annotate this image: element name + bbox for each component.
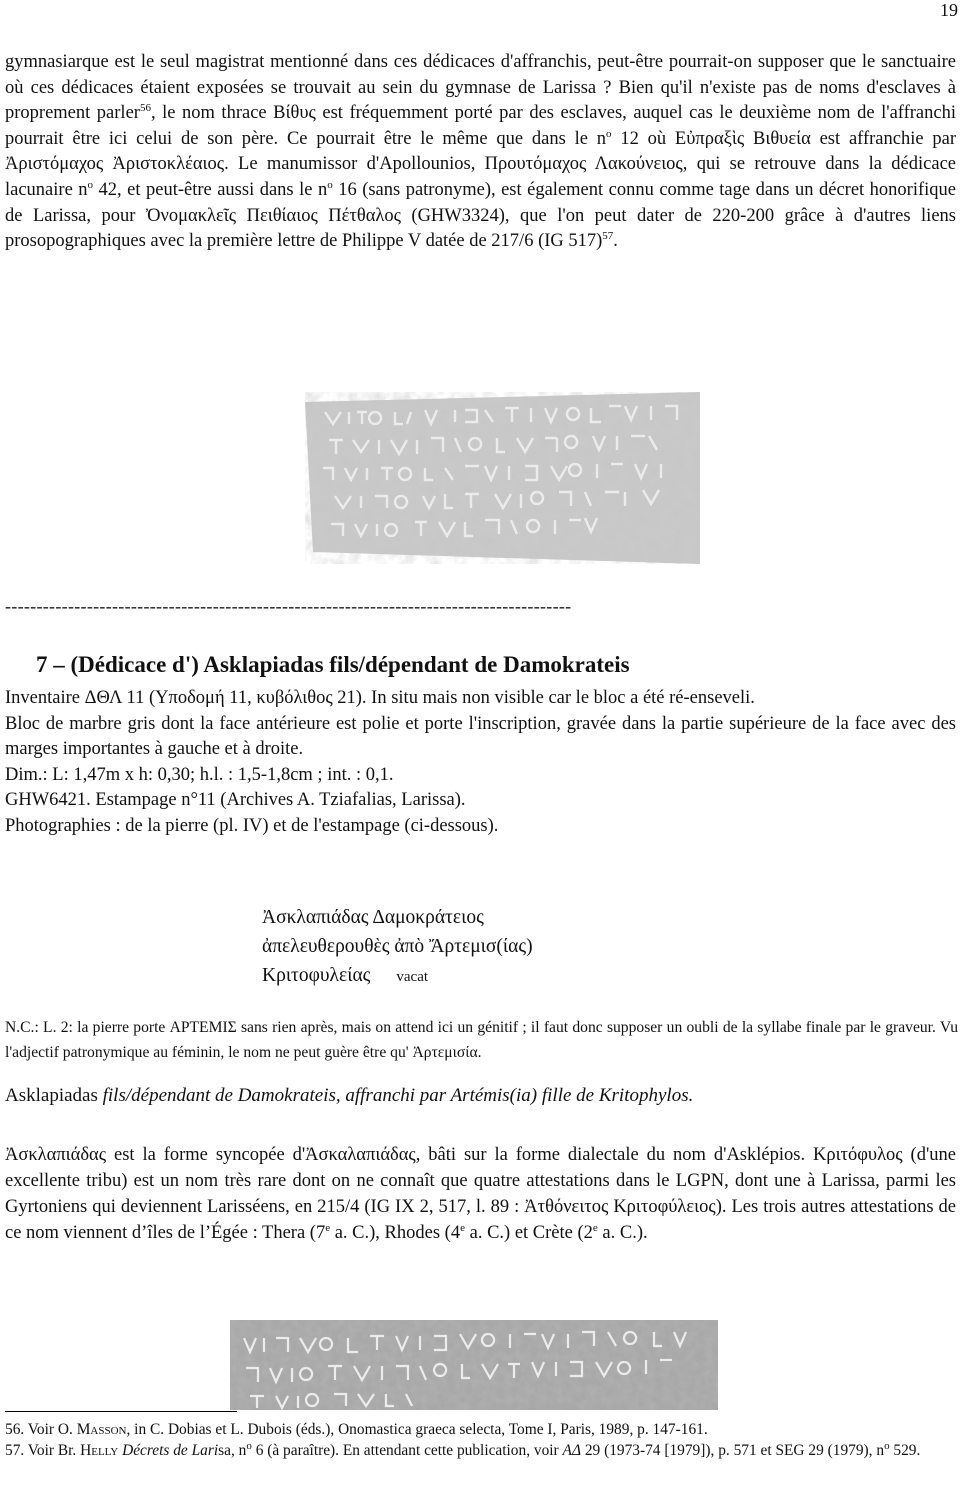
inscription-photo-squeeze (230, 1320, 718, 1410)
footnote-ref-56[interactable]: 56 (139, 102, 151, 115)
footnote-57: 57. Voir Br. Helly Décrets de Larisa, $n^o$ 6 (à paraître). En attendant cette publication, voir ΑΔ 29 (1973-74 [1979]), p. 571 et SEG 29 (1979), $n^o$ 529. (5, 1439, 921, 1459)
description-line: Bloc de marbre gris dont la face antérieure est polie et porte l'inscription, gravée dans la partie supérieure de la face avec des marges importantes à gauche et à droite. (5, 713, 956, 760)
footnotes (5, 1420, 945, 1461)
photographs-line: Photographies : de la pierre (pl. IV) et de l'estampage (ci-dessous). (5, 815, 499, 836)
reference-line: GHW6421. Estampage n°11 (Archives A. Tziafalias, Larissa). (5, 790, 466, 811)
section-separator: ------------------------------------------------------------------------------------------ (5, 596, 572, 616)
inscription-text (262, 903, 533, 992)
footnote-56: 56. Voir O. Masson, in C. Dobias et L. Dubois (éds.), Onomastica graeca selecta, Tome I, Paris, 1989, p. 147-161. (5, 1421, 708, 1438)
entry-heading: 7 – (Dédicace d') Asklapiadas fils/dépendant de Damokrateis (36, 652, 630, 677)
translation: Asklapiadas fils/dépendant de Damokrateis, affranchi par Artémis(ia) fille de Kritophylos. (5, 1085, 694, 1106)
inscription-line-2: ἀπελευθερουθὲς ἀπὸ Ἄρτεμισ(ίας) (262, 936, 533, 957)
critical-note: N.C.: L. 2: la pierre porte ΑΡΤΕΜΙΣ sans rien après, mais on attend ici un génitif ; il faut donc supposer un oubli de la syllabe finale par le graveur. Vu l'adjectif patronymique au féminin, le nom ne peut guère être qu' Ἀρτεμισία. (5, 1019, 958, 1061)
entry-description (5, 686, 956, 840)
commentary-paragraph: Ἀσκλαπιάδας est la forme syncopée d'Ἀσκαλαπιάδας, bâti sur la forme dialectale du nom d'Asklépios. Κριτόφυλος (d'une excellente tribu) est un nom très rare dont on ne connaît que quatre attestations dans le LGPN, dont une à Larissa, parmi les Gyrtoniens qui deviennent Larisséens, en 215/4 (IG IX 2, 517, l. 89 : Ἀτθόνειτος Κριτοφύλειος). Les trois autres attestations de ce nom viennent d’îles de l’Égée : Thera (7e a. C.), Rhodes (4e a. C.) et Crète (2e a. C.). (5, 1145, 956, 1243)
body-paragraph-1: gymnasiarque est le seul magistrat mentionné dans ces dédicaces d'affranchis, peut-être pourrait-on supposer que le sanctuaire où ces dédicaces étaient exposées se trouvait au sein du gymnase de Larissa ? Bien qu'il n'existe pas de noms d'esclaves à proprement parler$^{56}$, le nom thrace Βίθυς est fréquemment porté par des esclaves, auquel cas le deuxième nom de l'affranchi pourrait être ici celui de son père. Ce pourrait être le même que dans le $n^o$ 12 où Εὐπραξὶς Βιθυεία est affranchie par Ἀριστόμαχος Ἀριστοκλέαιος. Le manumissor d'Apollounios, Προυτόμαχος Λακούνειος, qui se retrouve dans la dédicace lacunaire $n^o$ 42, et peut-être aussi dans le $n^o$ 16 (sans patronyme), est également connu comme tage dans un décret honorifique de Larissa, pour Ὀνομακλεῖς Πειθίαιος Πέτθαλος (GHW3324), que l'on peut dater de 220-200 grâce à d'autres liens prosopographiques avec la première lettre de Philippe V datée de 217/6 (IG 517)$^{57}$. (5, 52, 956, 252)
page-number: 19 (940, 0, 958, 20)
footnote-rule (5, 1411, 237, 1412)
inventory-line: Inventaire ΔΘΛ 11 (Υποδομή 11, κυβόλιθος 21). In situ mais non visible car le bloc a été ré-enseveli. (5, 688, 755, 708)
inscription-photo-stone (305, 392, 700, 564)
inscription-line-3: Κριτοφυλείας vacat (262, 965, 429, 986)
vacat-mark: vacat (396, 969, 429, 985)
footnote-ref-57[interactable]: 57 (602, 230, 614, 242)
inscription-line-1: Ἀσκλαπιάδας Δαμοκράτειος (262, 907, 484, 928)
dimensions-line: Dim.: L: 1,47m x h: 0,30; h.l. : 1,5-1,8cm ; int. : 0,1. (5, 764, 394, 785)
